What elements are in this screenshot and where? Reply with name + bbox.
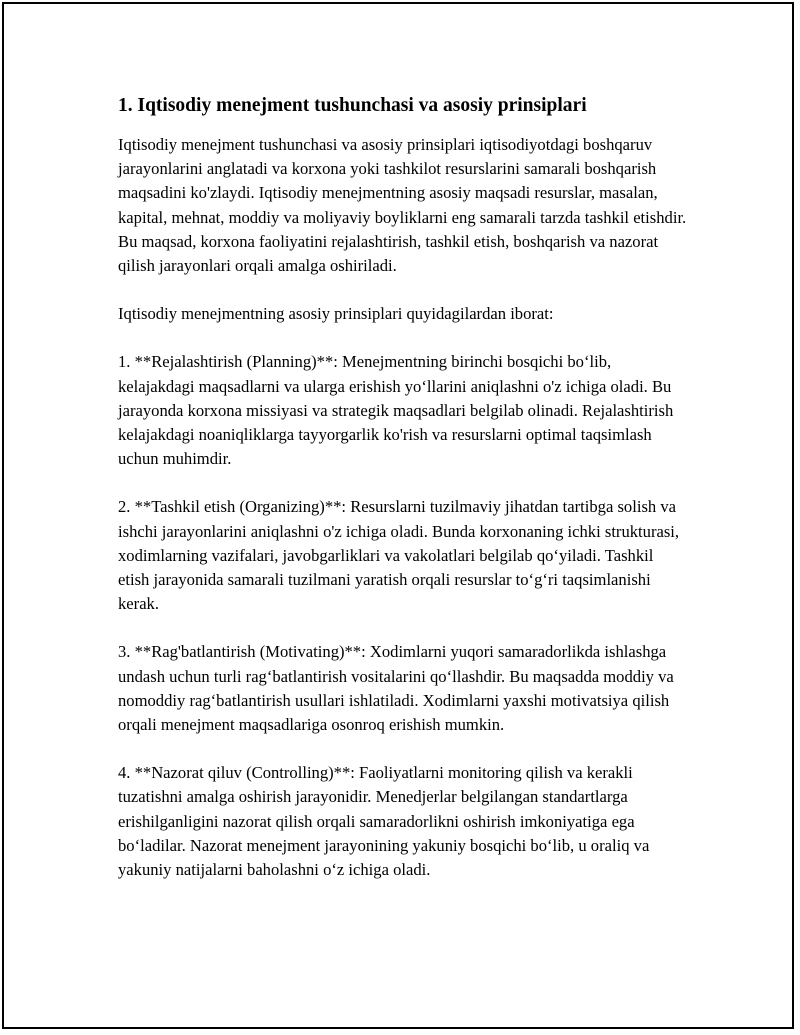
section-heading: 1. Iqtisodiy menejment tushunchasi va asosiy prinsiplari [118,95,587,116]
paragraph-controlling: 4. **Nazorat qiluv (Controlling)**: Faoliyatlarni monitoring qilish va kerakli tuzatishni amalga oshirish jarayonidir. Menedjerlar belgilangan standartlarga erishilganligini nazorat qilish orqali samaradorlikni oshirish imkoniyatiga ega bo‘ladilar. Nazorat menejment jarayonining yakuniy bosqichi bo‘lib, u oraliq va yakuniy natijalarni baholashni o‘z ichiga oladi. [118,763,650,880]
paragraph-principles-lead: Iqtisodiy menejmentning asosiy prinsiplari quyidagilardan iborat: [118,304,554,324]
document-body [118,93,688,906]
paragraph-organizing: 2. **Tashkil etish (Organizing)**: Resurslarni tuzilmaviy jihatdan tartibga solish va ishchi jarayonlarini aniqlashni o'z ichiga oladi. Bunda korxonaning ichki strukturasi, xodimlarning vazifalari, javobgarliklari va vakolatlari belgilab qo‘yiladi. Tashkil etish jarayonida samarali tuzilmani yaratish orqali resurslar to‘g‘ri taqsimlanishi kerak. [118,497,680,614]
paragraph-motivating: 3. **Rag'batlantirish (Motivating)**: Xodimlarni yuqori samaradorlikda ishlashga undash uchun turli rag‘batlantirish vositalarini qo‘llashdir. Bu maqsadda moddiy va nomoddiy rag‘batlantirish usullari ishlatiladi. Xodimlarni yaxshi motivatsiya qilish orqali menejment maqsadlariga osonroq erishish mumkin. [118,642,674,735]
paragraph-planning: 1. **Rejalashtirish (Planning)**: Menejmentning birinchi bosqichi bo‘lib, kelajakdagi maqsadlarni va ularga erishish yo‘llarini aniqlashni o'z ichiga oladi. Bu jarayonda korxona missiyasi va strategik maqsadlari belgilab olinadi. Rejalashtirish kelajakdagi noaniqliklarga tayyorgarlik ko'rish va resurslarni optimal taqsimlash uchun muhimdir. [118,352,674,469]
paragraph-intro: Iqtisodiy menejment tushunchasi va asosiy prinsiplari iqtisodiyotdagi boshqaruv jarayonlarini anglatadi va korxona yoki tashkilot resurslarini samarali boshqarish maqsadini ko'zlaydi. Iqtisodiy menejmentning asosiy maqsadi resurslar, masalan, kapital, mehnat, moddiy va moliyaviy boyliklarni eng samarali tarzda tashkil etishdir. Bu maqsad, korxona faoliyatini rejalashtirish, tashkil etish, boshqarish va nazorat qilish jarayonlari orqali amalga oshiriladi. [118,135,687,276]
